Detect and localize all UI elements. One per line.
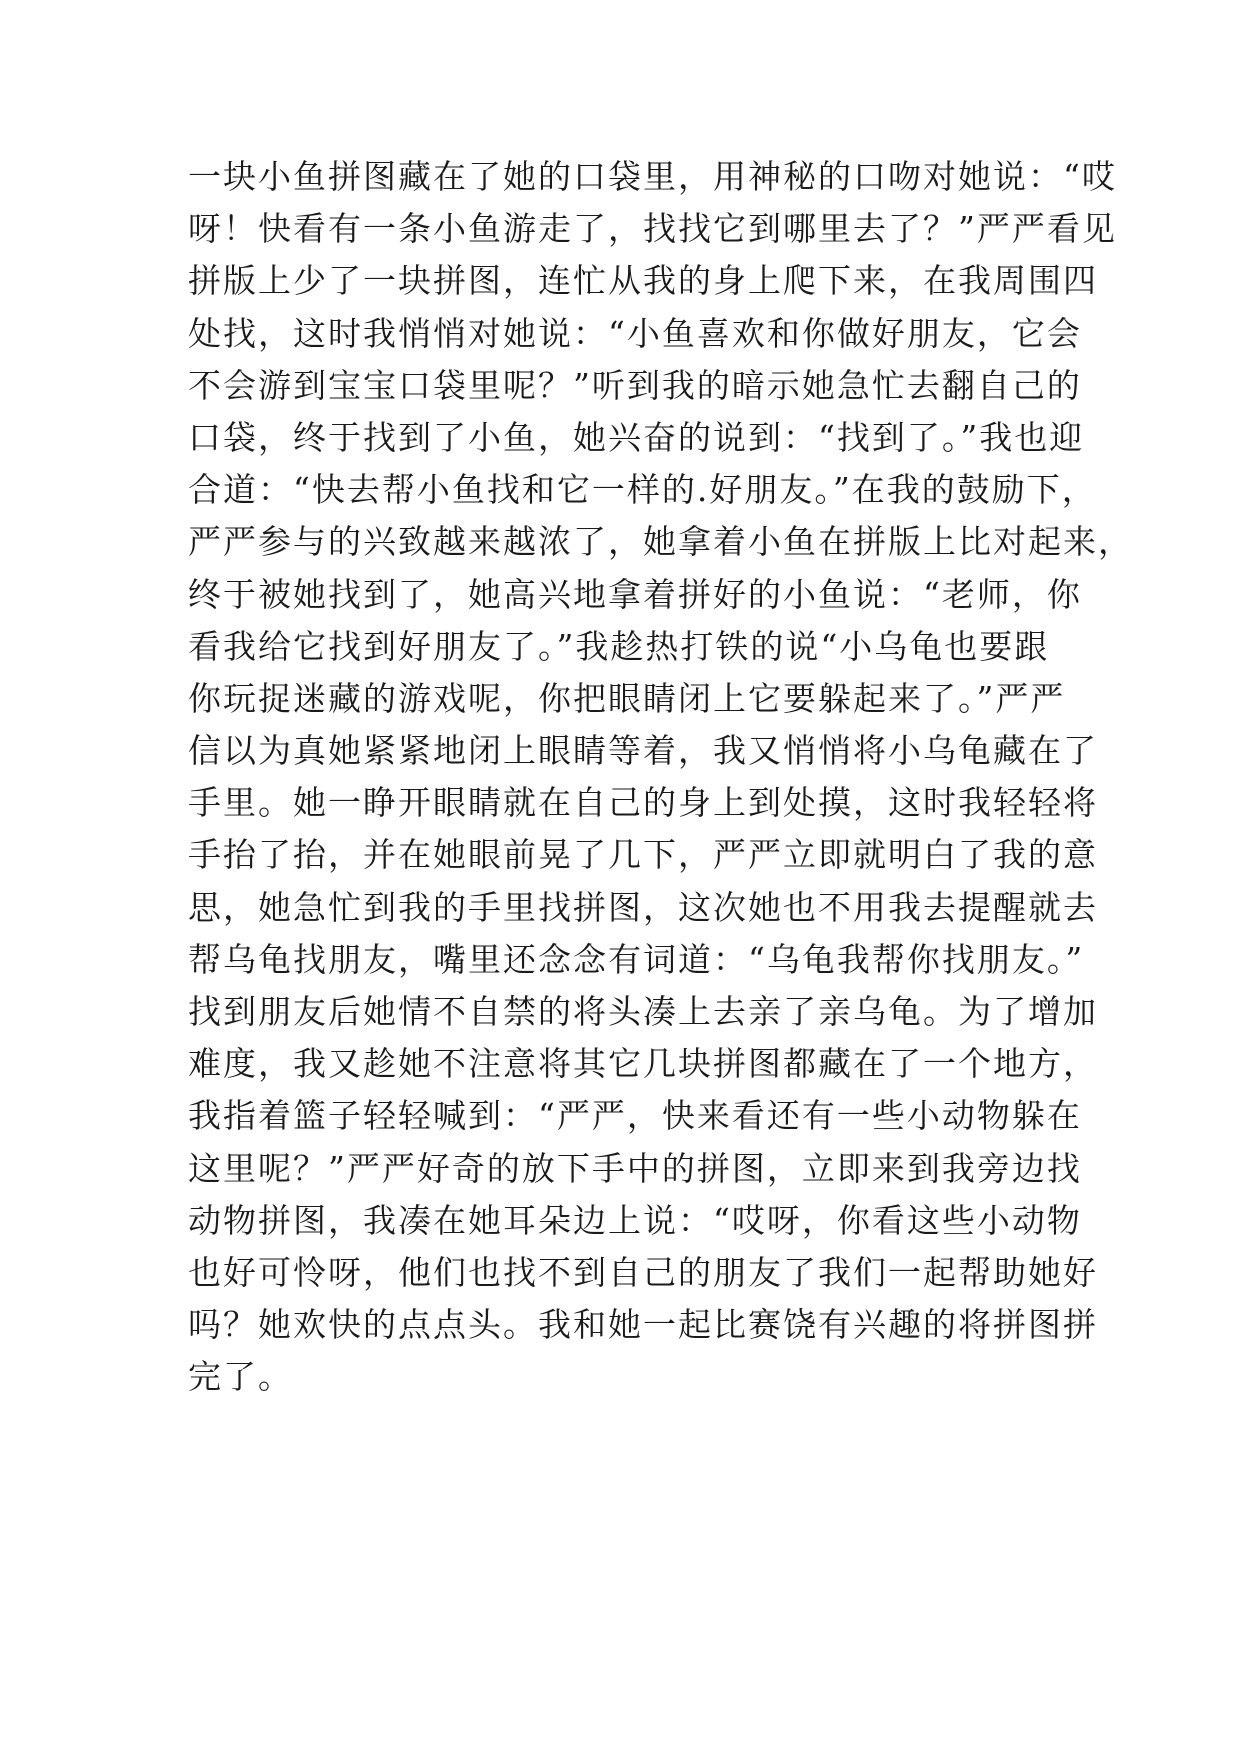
text-line: 找到朋友后她情不自禁的将头凑上去亲了亲乌龟。为了增加	[188, 992, 1098, 1031]
text-line: 手抬了抬，并在她眼前晃了几下，严严立即就明白了我的意	[188, 835, 1098, 875]
text-line: 终于被她找到了，她高兴地拿着拼好的小鱼说：“老师，你	[188, 574, 1082, 614]
text-line: 拼版上少了一块拼图，连忙从我的身上爬下来，在我周围四	[188, 261, 1098, 301]
text-line: 口袋，终于找到了小鱼，她兴奋的说到：“找到了。”我也迎	[188, 417, 1085, 457]
text-line: 我指着篮子轻轻喊到：“严严，快来看还有一些小动物躲在	[188, 1096, 1082, 1136]
text-line: 也好可怜呀，他们也找不到自己的朋友了我们一起帮助她好	[188, 1252, 1098, 1292]
text-line: 动物拼图，我凑在她耳朵边上说：“哎呀，你看这些小动物	[188, 1200, 1082, 1240]
text-line: 严严参与的兴致越来越浓了，她拿着小鱼在拼版上比对起来，	[188, 522, 1133, 562]
text-line: 信以为真她紧紧地闭上眼睛等着，我又悄悄将小乌龟藏在了	[188, 731, 1098, 771]
text-line: 合道：“快去帮小鱼找和它一样的.好朋友。”在我的鼓励下，	[188, 470, 1097, 510]
text-line: 完了。	[188, 1357, 293, 1397]
text-line: 帮乌龟找朋友，嘴里还念念有词道：“乌龟我帮你找朋友。”	[188, 939, 1085, 979]
text-line: 思，她急忙到我的手里找拼图，这次她也不用我去提醒就去	[188, 887, 1098, 927]
text-line: 吗？她欢快的点点头。我和她一起比赛饶有兴趣的将拼图拼	[188, 1305, 1098, 1345]
text-line: 不会游到宝宝口袋里呢？”听到我的暗示她急忙去翻自己的	[188, 365, 1082, 405]
text-line: 一块小鱼拼图藏在了她的口袋里，用神秘的口吻对她说：“哎	[188, 157, 1117, 196]
text-line: 这里呢？”严严好奇的放下手中的拼图，立即来到我旁边找	[188, 1148, 1082, 1188]
text-line: 手里。她一睁开眼睛就在自己的身上到处摸，这时我轻轻将	[188, 783, 1098, 823]
body-paragraph	[188, 151, 1133, 1404]
text-line: 你玩捉迷藏的游戏呢，你把眼睛闭上它要躲起来了。”严严	[188, 678, 1066, 718]
text-line: 难度，我又趁她不注意将其它几块拼图都藏在了一个地方，	[188, 1044, 1098, 1084]
text-line: 处找，这时我悄悄对她说：“小鱼喜欢和你做好朋友，它会	[188, 313, 1082, 353]
text-line: 看我给它找到好朋友了。”我趁热打铁的说“小乌龟也要跟	[188, 626, 1050, 666]
text-line: 呀！快看有一条小鱼游走了，找找它到哪里去了？”严严看见	[188, 209, 1117, 249]
